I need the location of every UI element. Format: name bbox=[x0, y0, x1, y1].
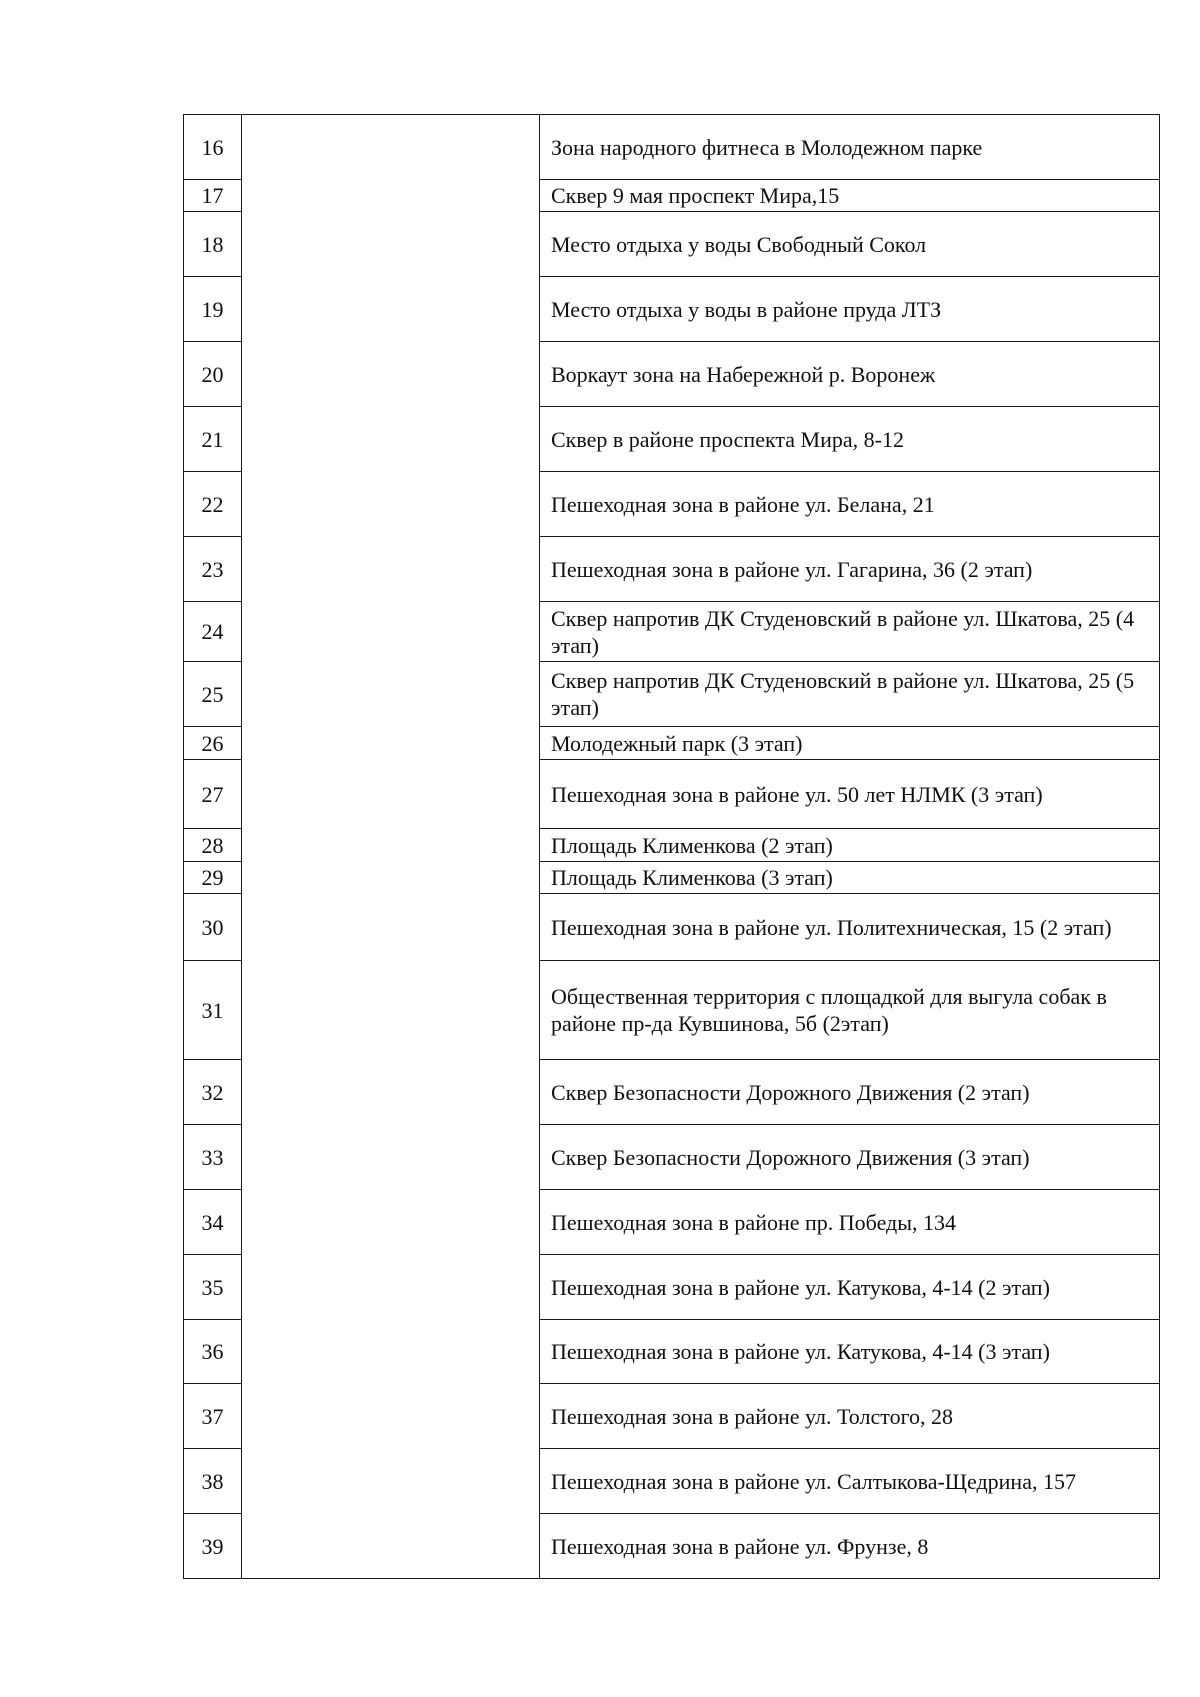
territory-name: Молодежный парк (3 этап) bbox=[540, 727, 1160, 760]
territory-name: Сквер Безопасности Дорожного Движения (3 этап) bbox=[540, 1125, 1160, 1190]
row-number: 19 bbox=[184, 277, 242, 342]
territory-name: Площадь Клименкова (2 этап) bbox=[540, 829, 1160, 862]
merged-empty-cell bbox=[242, 115, 540, 1579]
territory-name: Пешеходная зона в районе ул. Гагарина, 36 (2 этап) bbox=[540, 537, 1160, 602]
row-number: 18 bbox=[184, 212, 242, 277]
territory-name: Пешеходная зона в районе пр. Победы, 134 bbox=[540, 1190, 1160, 1255]
territory-name: Пешеходная зона в районе ул. Политехническая, 15 (2 этап) bbox=[540, 894, 1160, 961]
territories-table bbox=[183, 114, 1160, 1579]
row-number: 16 bbox=[184, 115, 242, 180]
row-number: 32 bbox=[184, 1060, 242, 1125]
territory-name: Пешеходная зона в районе ул. Катукова, 4-14 (2 этап) bbox=[540, 1255, 1160, 1320]
territory-name: Пешеходная зона в районе ул. Фрунзе, 8 bbox=[540, 1514, 1160, 1579]
territory-name: Сквер Безопасности Дорожного Движения (2 этап) bbox=[540, 1060, 1160, 1125]
row-number: 26 bbox=[184, 727, 242, 760]
territory-name: Воркаут зона на Набережной р. Воронеж bbox=[540, 342, 1160, 407]
row-number: 29 bbox=[184, 862, 242, 894]
row-number: 25 bbox=[184, 662, 242, 727]
row-number: 38 bbox=[184, 1449, 242, 1514]
table-row bbox=[184, 115, 1160, 180]
territory-name: Пешеходная зона в районе ул. Толстого, 28 bbox=[540, 1384, 1160, 1449]
row-number: 24 bbox=[184, 602, 242, 662]
row-number: 27 bbox=[184, 760, 242, 829]
territory-name: Сквер 9 мая проспект Мира,15 bbox=[540, 180, 1160, 212]
row-number: 31 bbox=[184, 961, 242, 1060]
row-number: 17 bbox=[184, 180, 242, 212]
row-number: 36 bbox=[184, 1320, 242, 1384]
row-number: 23 bbox=[184, 537, 242, 602]
row-number: 21 bbox=[184, 407, 242, 472]
row-number: 28 bbox=[184, 829, 242, 862]
territory-name: Сквер напротив ДК Студеновский в районе ул. Шкатова, 25 (5 этап) bbox=[540, 662, 1160, 727]
territory-name: Зона народного фитнеса в Молодежном парке bbox=[540, 115, 1160, 180]
territory-name: Место отдыха у воды Свободный Сокол bbox=[540, 212, 1160, 277]
territory-name: Сквер в районе проспекта Мира, 8-12 bbox=[540, 407, 1160, 472]
row-number: 33 bbox=[184, 1125, 242, 1190]
row-number: 37 bbox=[184, 1384, 242, 1449]
territory-name: Место отдыха у воды в районе пруда ЛТЗ bbox=[540, 277, 1160, 342]
territory-name: Площадь Клименкова (3 этап) bbox=[540, 862, 1160, 894]
territory-name: Пешеходная зона в районе ул. Белана, 21 bbox=[540, 472, 1160, 537]
territory-name: Пешеходная зона в районе ул. Салтыкова-Щедрина, 157 bbox=[540, 1449, 1160, 1514]
territory-name: Сквер напротив ДК Студеновский в районе ул. Шкатова, 25 (4 этап) bbox=[540, 602, 1160, 662]
territory-name: Общественная территория с площадкой для выгула собак в районе пр-да Кувшинова, 5б (2этап) bbox=[540, 961, 1160, 1060]
territory-name: Пешеходная зона в районе ул. Катукова, 4-14 (3 этап) bbox=[540, 1320, 1160, 1384]
row-number: 22 bbox=[184, 472, 242, 537]
row-number: 39 bbox=[184, 1514, 242, 1579]
territory-name: Пешеходная зона в районе ул. 50 лет НЛМК (3 этап) bbox=[540, 760, 1160, 829]
row-number: 35 bbox=[184, 1255, 242, 1320]
row-number: 34 bbox=[184, 1190, 242, 1255]
row-number: 20 bbox=[184, 342, 242, 407]
row-number: 30 bbox=[184, 894, 242, 961]
